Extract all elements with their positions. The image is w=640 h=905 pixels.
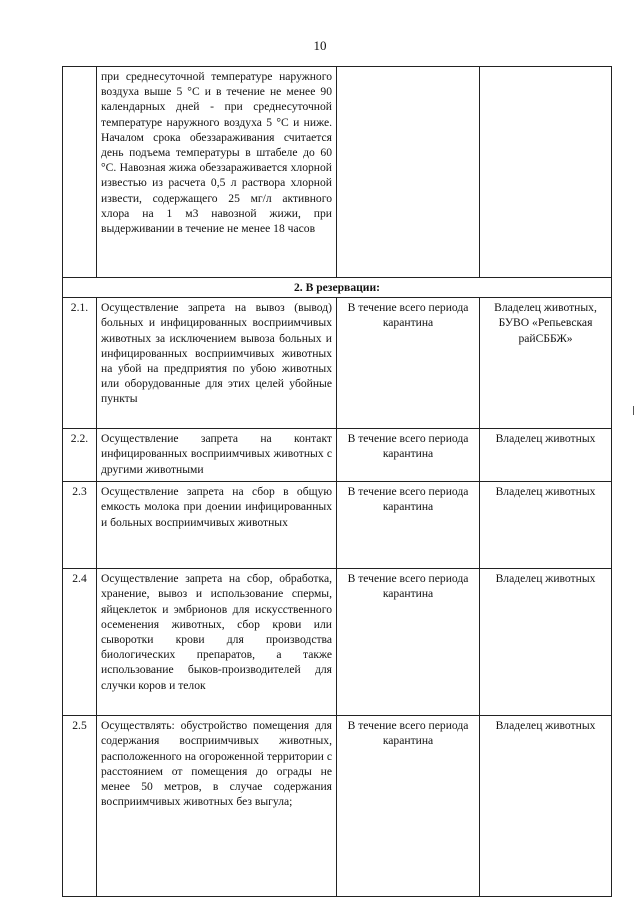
row-time: В течение всего периода карантина	[337, 298, 480, 429]
row-time: В течение всего периода карантина	[337, 569, 480, 716]
row-description: Осуществление запрета на вывоз (вывод) больных и инфицированных восприимчивых животных за исключением вывоза больных и инфицированных восприимчивых животных на убой на предприятия по убою животных или оборудованные для этих целей убойные пункты	[97, 298, 337, 429]
continuation-text: при среднесуточной температуре наружного воздуха выше 5 °С и в течение не менее 90 календарных дней - при среднесуточной температуре наружного воздуха 5 °С и ниже. Началом срока обеззараживания считается день подъема температуры в штабеле до 60 °С. Навозная жижа обеззараживается хлорной известью из расчета 0,5 л раствора хлорной извести, содержащего 25 мг/л активного хлора на 1 м3 навозной жижи, при выдерживании в течение не менее 18 часов	[101, 70, 332, 236]
measures-table	[62, 66, 612, 897]
row-responsible: Владелец животных	[480, 569, 612, 716]
row-number: 2.4	[63, 569, 97, 716]
table-row	[63, 569, 612, 716]
table-row	[63, 298, 612, 429]
table-row-continuation	[63, 67, 612, 278]
row-number: 2.3	[63, 482, 97, 569]
table-row	[63, 429, 612, 482]
table-row	[63, 482, 612, 569]
row-number: 2.5	[63, 716, 97, 897]
row-description: Осуществление запрета на сбор в общую емкость молока при доении инфицированных и больных восприимчивых животных	[97, 482, 337, 569]
cell-number-empty	[63, 67, 97, 278]
section-header-row	[63, 278, 612, 298]
page-number: 10	[313, 38, 327, 53]
cell-responsible-empty	[480, 67, 612, 278]
row-number: 2.2.	[63, 429, 97, 482]
row-responsible: Владелец животных	[480, 716, 612, 897]
row-responsible: Владелец животных, БУВО «Репьевская райСББЖ»	[480, 298, 612, 429]
row-number: 2.1.	[63, 298, 97, 429]
row-time: В течение всего периода карантина	[337, 429, 480, 482]
cell-time-empty	[337, 67, 480, 278]
row-description: Осуществление запрета на контакт инфицированных восприимчивых животных с другими животными	[97, 429, 337, 482]
row-time: В течение всего периода карантина	[337, 482, 480, 569]
table-row	[63, 716, 612, 897]
scan-edge-mark	[633, 406, 634, 415]
row-responsible: Владелец животных	[480, 429, 612, 482]
row-responsible: Владелец животных	[480, 482, 612, 569]
row-time: В течение всего периода карантина	[337, 716, 480, 897]
section-title: 2. В резервации:	[63, 278, 612, 298]
row-description: Осуществление запрета на сбор, обработка, хранение, вывоз и использование спермы, яйцеклеток и эмбрионов для искусственного осеменения животных, сбор крови или сыворотки крови для производства биологических препаратов, а также использование быков-производителей для случки коров и телок	[97, 569, 337, 716]
row-description: Осуществлять: обустройство помещения для содержания восприимчивых животных, расположенного на огороженной территории с расстоянием от помещения до ограды не менее 50 метров, в случае содержания восприимчивых животных без выгула;	[97, 716, 337, 897]
cell-description-continuation	[97, 67, 337, 278]
